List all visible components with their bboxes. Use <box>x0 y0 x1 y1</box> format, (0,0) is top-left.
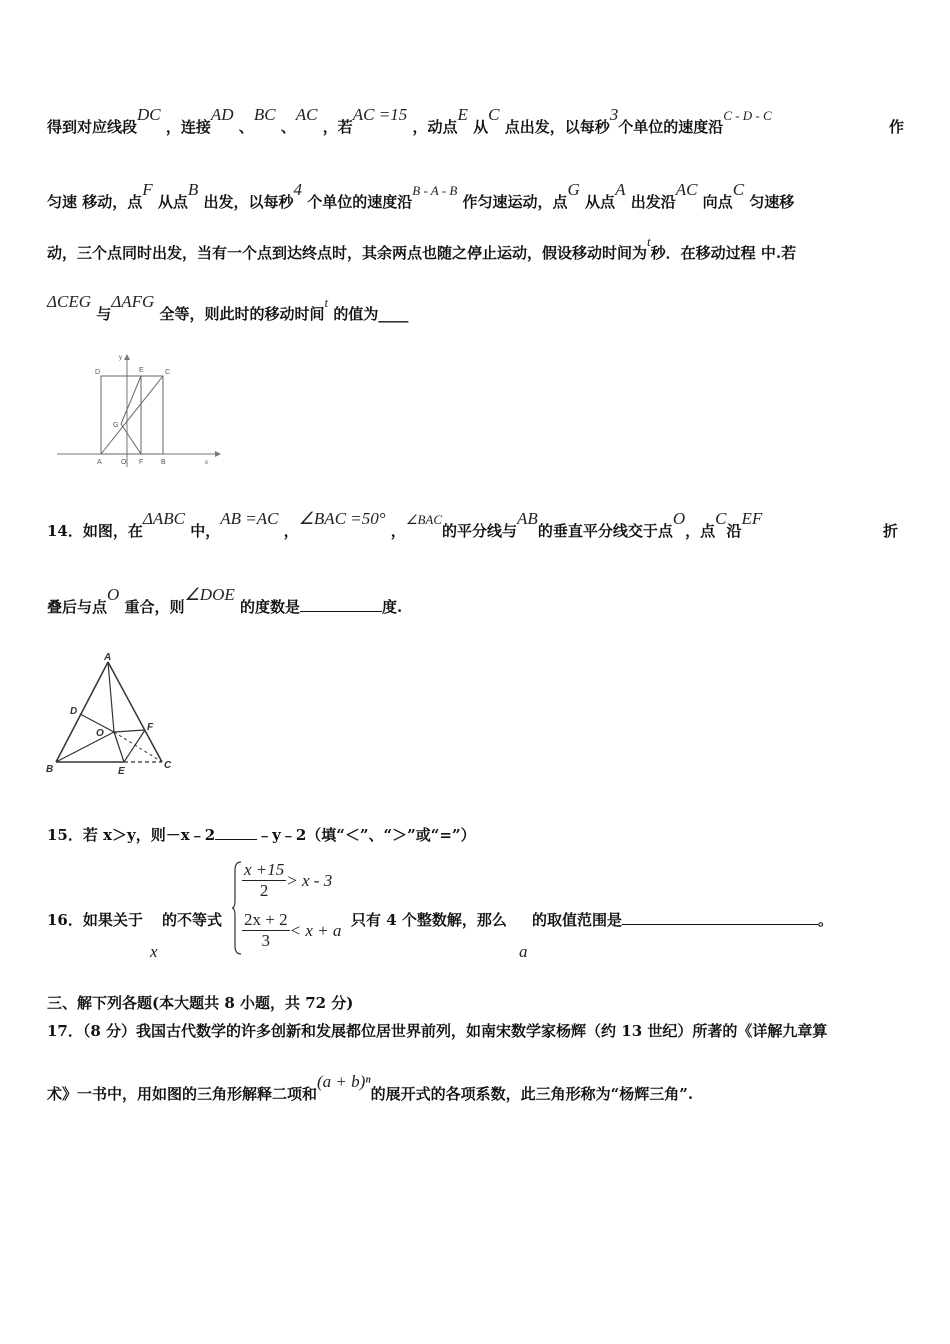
math-ef: EF <box>741 509 763 528</box>
inequality-2-rhs: < x + a <box>289 920 342 940</box>
math-f: F <box>142 180 153 199</box>
math-triangle-ceg: ΔCEG <box>47 292 91 311</box>
label-d: D <box>95 369 101 376</box>
label-b: B <box>46 764 54 775</box>
q13-line3: 动，三个点同时出发，当有一个点到达终点时，其余两点也随之停止运动，假设移动时间为t秒．在移动过程 中.若 <box>47 234 797 262</box>
segment-bo <box>56 732 114 762</box>
side-ac <box>108 662 162 762</box>
math-ac2: AC <box>675 180 698 199</box>
segment-oe <box>114 732 124 762</box>
x-axis-arrow <box>215 451 221 457</box>
fraction-2-denominator: 3 <box>261 931 271 950</box>
math-ac: AC <box>295 105 318 124</box>
math-angle-bac: ∠BAC <box>405 512 443 527</box>
label-d: D <box>70 706 78 717</box>
math-c: C <box>488 105 500 124</box>
math-path-bab: B - A - B <box>412 183 458 198</box>
q17-line1: 17．（8 分）我国古代数学的许多创新和发展都位居世界前列，如南宋数学家杨辉（约 13 世纪）所著的《详解九章算 <box>47 1022 828 1040</box>
side-ab <box>56 662 108 762</box>
q14-line2: 叠后与点O 重合，则∠DOE 的度数是 度. <box>47 585 403 616</box>
label-a: A <box>97 459 102 466</box>
math-ab-ac: AB =AC <box>220 509 279 528</box>
label-e: E <box>118 766 125 777</box>
fold-ef <box>124 730 145 762</box>
math-t: t <box>647 234 651 249</box>
section-3-heading: 三、解下列各题(本大题共 8 小题，共 72 分) <box>47 994 354 1012</box>
q13-line1-end: 作 <box>889 118 905 136</box>
math-a: A <box>615 180 626 199</box>
fraction-1-denominator: 2 <box>259 881 269 900</box>
math-4: 4 <box>293 180 303 199</box>
q17-line2: 术》一书中，用如图的三角形解释二项和(a + b)ⁿ的展开式的各项系数，此三角形称为“杨辉三角”. <box>47 1072 694 1103</box>
math-o: O <box>672 509 686 528</box>
answer-blank-15[interactable] <box>215 825 257 840</box>
label-a: A <box>104 652 112 663</box>
segment-gf <box>121 424 141 454</box>
q13-figure <box>55 352 225 472</box>
answer-blank-16[interactable] <box>622 910 818 925</box>
segment-ac <box>101 376 163 454</box>
q16-text2: 的不等式 <box>162 911 223 929</box>
math-o2: O <box>107 585 120 604</box>
label-y: y <box>119 355 122 361</box>
math-binomial: (a + b)ⁿ <box>317 1072 371 1091</box>
math-c2: C <box>732 180 745 199</box>
math-ac-15: AC =15 <box>352 105 408 124</box>
math-angle-doe: ∠DOE <box>184 585 235 604</box>
math-g: G <box>567 180 580 199</box>
math-a-var: a <box>519 942 528 961</box>
math-path-cdc: C - D - C <box>723 108 772 123</box>
math-e: E <box>457 105 468 124</box>
label-g: G <box>113 422 119 429</box>
answer-blank-14[interactable] <box>300 597 382 612</box>
segment-of <box>114 730 145 732</box>
math-bc: BC <box>253 105 276 124</box>
fraction-1 <box>242 860 286 901</box>
math-dc: DC <box>137 105 161 124</box>
math-ad: AD <box>210 105 234 124</box>
math-3: 3 <box>609 105 619 124</box>
q14-line1: 14．如图，在ΔABC 中，AB =AC ，∠BAC =50° ，∠BAC的平分线与AB的垂直平分线交于点O，点C沿EF <box>47 509 763 540</box>
fraction-1-numerator: x +15 <box>244 860 285 879</box>
math-triangle-afg: ΔAFG <box>111 292 155 311</box>
label-c: C <box>165 369 171 376</box>
label-x: x <box>205 460 208 466</box>
label-o: O <box>96 728 104 739</box>
fraction-2 <box>242 910 290 951</box>
math-c3: C <box>715 509 727 528</box>
fraction-2-numerator: 2x + 2 <box>244 910 288 929</box>
q14-line1-end: 折 <box>883 522 899 540</box>
dashed-oc <box>114 732 162 762</box>
math-angle-bac-50: ∠BAC =50° <box>298 509 386 528</box>
inequality-1-rhs: > x - 3 <box>286 870 333 890</box>
q13-line2: 匀速 移动，点F 从点B 出发，以每秒4 个单位的速度沿B - A - B 作匀速运动，点G 从点A 出发沿AC 向点C 匀速移 <box>47 180 795 211</box>
brace-icon <box>232 860 242 956</box>
math-ab: AB <box>517 509 538 528</box>
label-b: B <box>161 459 166 466</box>
q16-text4: 的取值范围是 。 <box>532 911 834 929</box>
math-x-var: x <box>150 942 158 961</box>
q15-line: 15．若 x＞y，则－x﹣2 ﹣y﹣2（填“＜”、“＞”或“=”） <box>47 826 476 844</box>
label-f: F <box>147 722 154 733</box>
q16-line: 16．如果关于 <box>47 911 143 929</box>
math-triangle-abc: ΔABC <box>142 509 185 528</box>
math-t2: t <box>324 295 329 310</box>
q13-line1: 得到对应线段DC ，连接AD 、BC 、AC ，若AC =15 ，动点E 从C 点出发，以每秒3个单位的速度沿C - D - C <box>47 105 772 136</box>
label-f: F <box>139 459 144 466</box>
y-axis-arrow <box>124 354 130 360</box>
q14-figure <box>42 650 182 780</box>
inequality-2 <box>242 910 341 951</box>
label-c: C <box>164 760 172 771</box>
q16-text3: 只有 4 个整数解，那么 <box>351 911 507 929</box>
q13-line4: ΔCEG 与ΔAFG 全等，则此时的移动时间t 的值为____ <box>47 292 409 323</box>
label-o: O <box>121 459 127 466</box>
label-e: E <box>139 367 144 374</box>
math-b: B <box>187 180 199 199</box>
inequality-1 <box>242 860 332 901</box>
